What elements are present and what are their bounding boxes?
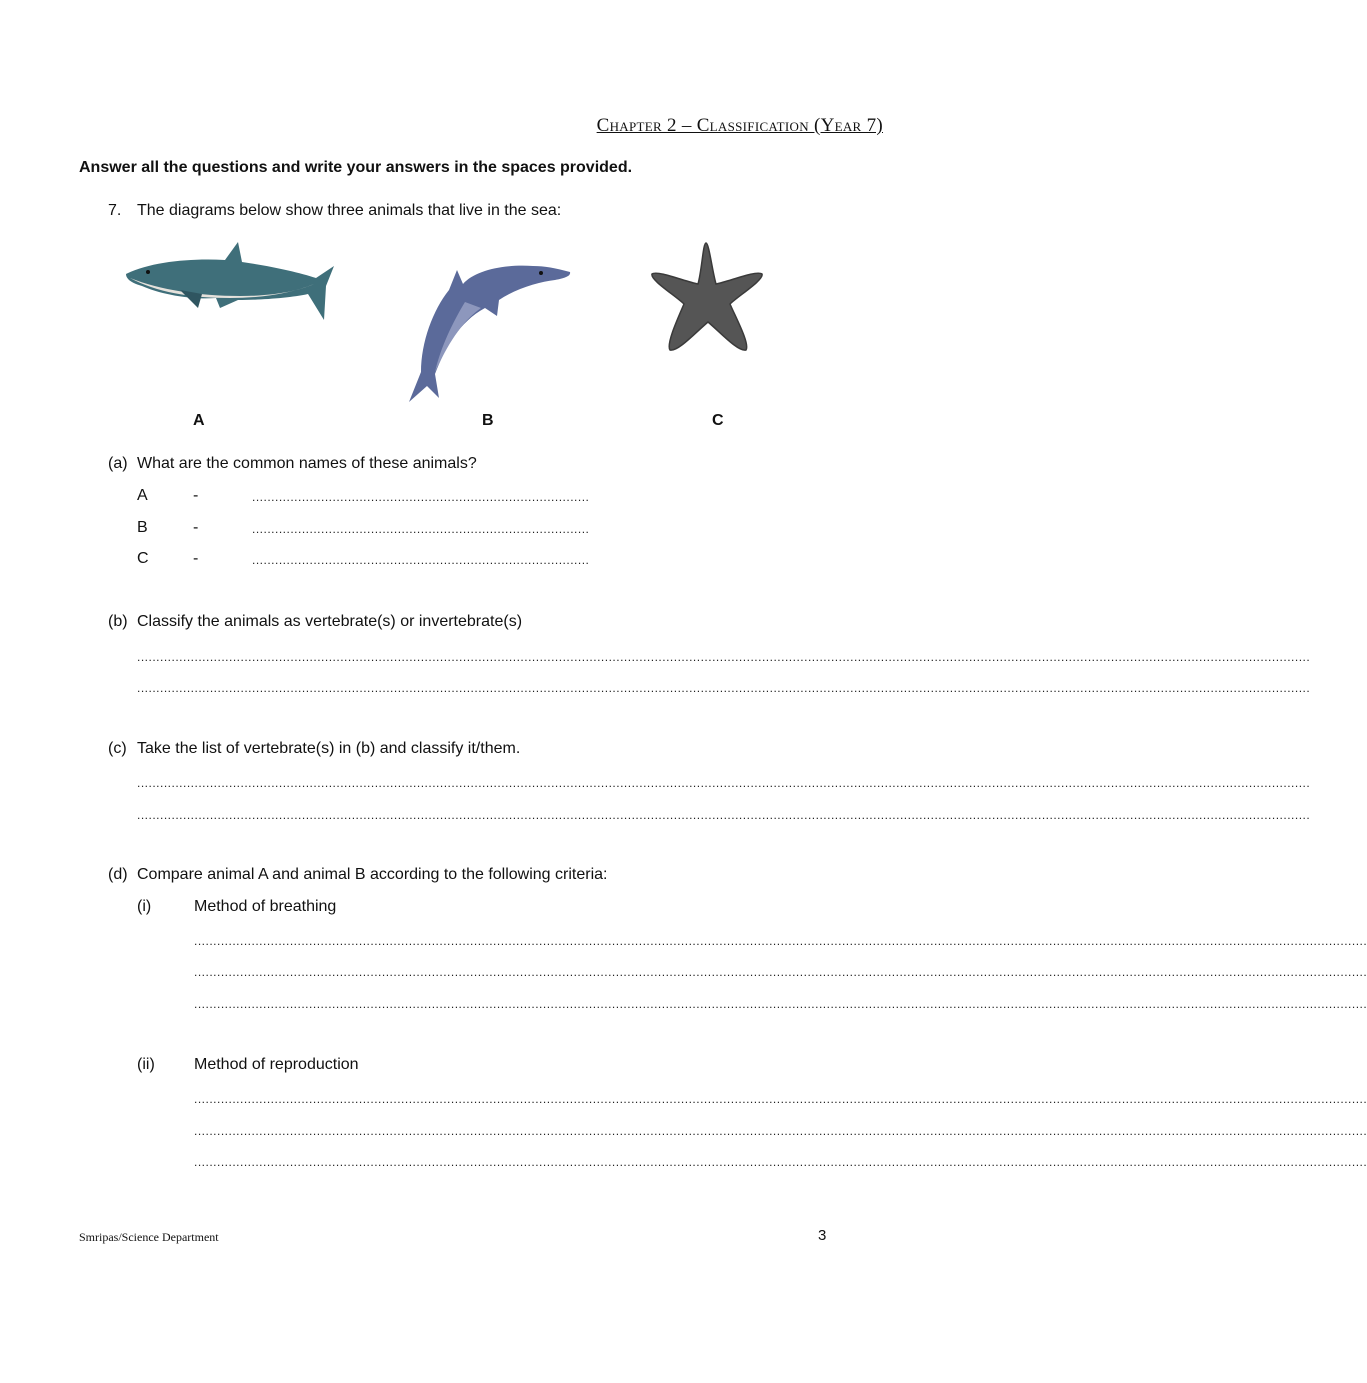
animal-label-c: C bbox=[712, 412, 724, 429]
question-number: 7. bbox=[108, 202, 122, 219]
answer-line-d-ii-2[interactable]: .................................................................................................................................................................................................................................................................................................................. bbox=[194, 1124, 1367, 1138]
answer-line-b1[interactable]: .................................................................................................................................................................................................................................................................................................................. bbox=[137, 650, 1311, 664]
row-c-letter: C bbox=[137, 550, 149, 567]
dolphin-icon bbox=[405, 262, 575, 407]
part-a-text: What are the common names of these animals? bbox=[137, 455, 477, 472]
animal-label-a: A bbox=[193, 412, 205, 429]
row-a-letter: A bbox=[137, 487, 148, 504]
row-b-dash: - bbox=[193, 519, 199, 536]
row-b-letter: B bbox=[137, 519, 148, 536]
question-stem: The diagrams below show three animals that live in the sea: bbox=[137, 202, 562, 219]
answer-line-d-ii-1[interactable]: .................................................................................................................................................................................................................................................................................................................. bbox=[194, 1092, 1367, 1106]
sub-ii-label: (ii) bbox=[137, 1056, 155, 1073]
page-number: 3 bbox=[818, 1227, 827, 1244]
answer-line-c[interactable]: ........................................................................................ bbox=[252, 553, 590, 567]
answer-line-c1[interactable]: .................................................................................................................................................................................................................................................................................................................. bbox=[137, 776, 1311, 790]
part-a-label: (a) bbox=[108, 455, 128, 472]
answer-line-d-ii-3[interactable]: .................................................................................................................................................................................................................................................................................................................. bbox=[194, 1155, 1367, 1169]
starfish-icon bbox=[648, 240, 766, 358]
part-d-text: Compare animal A and animal B according to the following criteria: bbox=[137, 866, 608, 883]
answer-line-a[interactable]: ........................................................................................ bbox=[252, 490, 590, 504]
chapter-header: Chapter 2 – Classification (Year 7) bbox=[596, 115, 883, 136]
part-b-label: (b) bbox=[108, 613, 128, 630]
shark-icon bbox=[120, 238, 340, 328]
part-c-text: Take the list of vertebrate(s) in (b) and classify it/them. bbox=[137, 740, 521, 757]
footer-department: Smripas/Science Department bbox=[79, 1230, 219, 1244]
answer-line-c2[interactable]: .................................................................................................................................................................................................................................................................................................................. bbox=[137, 808, 1311, 822]
part-d-label: (d) bbox=[108, 866, 128, 883]
row-a-dash: - bbox=[193, 487, 199, 504]
sub-i-label: (i) bbox=[137, 898, 152, 915]
part-c-label: (c) bbox=[108, 740, 127, 757]
answer-line-b[interactable]: ........................................................................................ bbox=[252, 522, 590, 536]
sub-i-text: Method of breathing bbox=[194, 898, 337, 915]
answer-line-d-i-3[interactable]: .................................................................................................................................................................................................................................................................................................................. bbox=[194, 997, 1367, 1011]
row-c-dash: - bbox=[193, 550, 199, 567]
answer-line-d-i-1[interactable]: .................................................................................................................................................................................................................................................................................................................. bbox=[194, 934, 1367, 948]
part-b-text: Classify the animals as vertebrate(s) or invertebrate(s) bbox=[137, 613, 523, 630]
answer-line-d-i-2[interactable]: .................................................................................................................................................................................................................................................................................................................. bbox=[194, 965, 1367, 979]
answer-line-b2[interactable]: .................................................................................................................................................................................................................................................................................................................. bbox=[137, 681, 1311, 695]
sub-ii-text: Method of reproduction bbox=[194, 1056, 359, 1073]
animal-label-b: B bbox=[482, 412, 494, 429]
instruction: Answer all the questions and write your answers in the spaces provided. bbox=[79, 159, 633, 176]
